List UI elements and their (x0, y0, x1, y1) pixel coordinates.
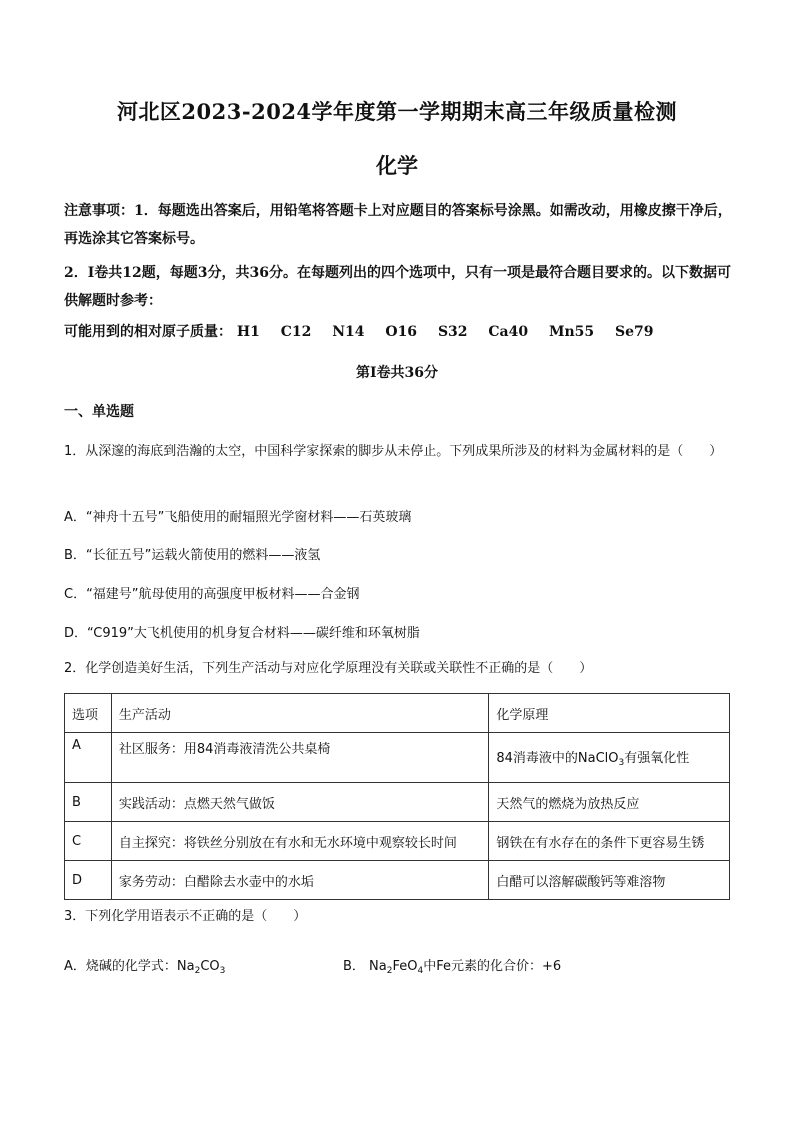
principle-text-end: 有强氧化性 (624, 751, 690, 766)
atom-mass: Se79 (615, 324, 654, 340)
atom-mass: H1 (236, 324, 260, 340)
atom-mass: N14 (332, 324, 365, 340)
question-type-heading: 一、单选题 (64, 404, 134, 420)
question-3-option-b (343, 955, 561, 976)
table-cell-principle: 白醋可以溶解碳酸钙等难溶物 (489, 861, 730, 900)
table-header-cell: 化学原理 (489, 694, 730, 733)
option-text: A．烧碱的化学式：Na (64, 959, 195, 974)
atomic-masses-label: 可能用到的相对原子质量： (64, 324, 232, 340)
table-header-cell: 生产活动 (111, 694, 488, 733)
table-cell-activity: 自主探究：将铁丝分别放在有水和无水环境中观察较长时间 (111, 822, 488, 861)
table-cell-activity: 实践活动：点燃天然气做饭 (111, 783, 488, 822)
atom-mass: C12 (280, 324, 312, 340)
table-cell-principle: 钢铁在有水存在的条件下更容易生锈 (489, 822, 730, 861)
table-cell-option: B (65, 783, 112, 822)
subscript: 4 (417, 966, 424, 976)
table-row (65, 783, 730, 822)
question-2-table (64, 693, 730, 900)
table-cell-activity: 社区服务：用84消毒液清洗公共桌椅 (111, 733, 488, 783)
question-1-option-b: B．“长征五号”运载火箭使用的燃料——液氢 (64, 548, 321, 563)
table-header-cell: 选项 (65, 694, 112, 733)
instructions-scoring: 2．Ⅰ卷共12题，每题3分，共36分。在每题列出的四个选项中，只有一项是最符合题目要求的。以下数据可供解题时参考： (64, 265, 731, 309)
question-1-option-a: A．“神舟十五号”飞船使用的耐辐照光学窗材料——石英玻璃 (64, 510, 412, 525)
principle-subscript: 3 (618, 758, 625, 768)
atom-mass: Ca40 (488, 324, 529, 340)
table-cell-option: A (65, 733, 112, 783)
subscript: 2 (194, 966, 201, 976)
table-row (65, 733, 730, 783)
table-cell-principle (489, 733, 730, 783)
subscript: 3 (219, 966, 226, 976)
table-row (65, 861, 730, 900)
question-1-option-d: D．“C919”大飞机使用的机身复合材料——碳纤维和环氧树脂 (64, 626, 420, 641)
option-text-end: 中Fe元素的化合价：+6 (423, 959, 562, 974)
subscript: 2 (386, 966, 393, 976)
table-header-row (65, 694, 730, 733)
atomic-masses (64, 321, 670, 341)
table-cell-activity: 家务劳动：白醋除去水壶中的水垢 (111, 861, 488, 900)
principle-text: 84消毒液中的NaClO (496, 751, 619, 766)
table-row (65, 822, 730, 861)
question-2-stem: 2．化学创造美好生活，下列生产活动与对应化学原理没有关联或关联性不正确的是（ ） (64, 661, 593, 676)
table-cell-option: C (65, 822, 112, 861)
instructions-note: 注意事项：1．每题选出答案后，用铅笔将答题卡上对应题目的答案标号涂黑。如需改动，用橡皮擦干净后，再选涂其它答案标号。 (64, 203, 732, 247)
table-cell-principle: 天然气的燃烧为放热反应 (489, 783, 730, 822)
subject-title: 化学 (376, 153, 418, 178)
question-1-option-c: C．“福建号”航母使用的高强度甲板材料——合金钢 (64, 587, 360, 602)
question-3-option-a (64, 955, 225, 976)
exam-title: 河北区2023-2024学年度第一学期期末高三年级质量检测 (116, 99, 678, 124)
table-cell-option: D (65, 861, 112, 900)
formula-part: CO (200, 959, 220, 974)
atom-mass: O16 (385, 324, 418, 340)
atom-mass: S32 (437, 324, 468, 340)
section-title: 第Ⅰ卷共36分 (355, 365, 439, 381)
atom-mass: Mn55 (548, 324, 595, 340)
question-1-stem: 1．从深邃的海底到浩瀚的太空，中国科学家探索的脚步从未停止。下列成果所涉及的材料为金属材料的是（ ） (64, 444, 723, 459)
option-text: B． Na (343, 959, 387, 974)
question-3-stem: 3．下列化学用语表示不正确的是（ ） (64, 909, 307, 924)
formula-part: FeO (392, 959, 418, 974)
